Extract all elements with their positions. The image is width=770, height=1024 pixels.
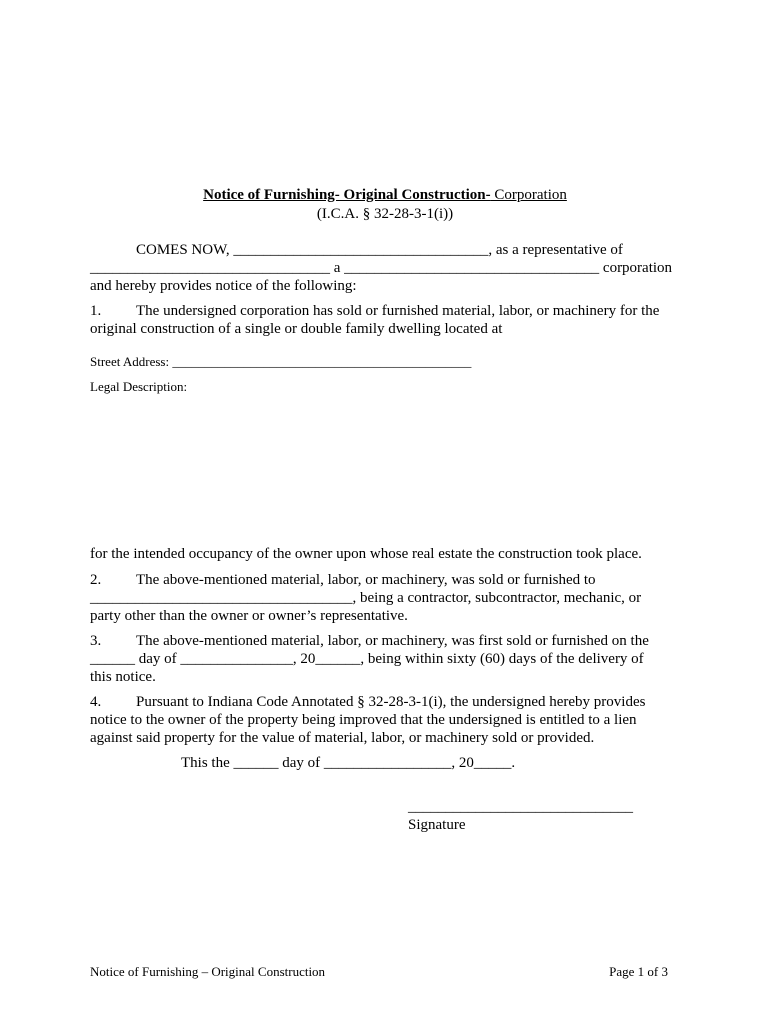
- item-2-line-1: [90, 571, 596, 589]
- item-3-line-1: [90, 632, 649, 650]
- legal-description-label: Legal Description:: [90, 379, 188, 394]
- item-4-number: 4.: [90, 694, 102, 710]
- intro-line-2: ________________________________ a __________________________________ corporation: [90, 260, 673, 276]
- footer-title: Notice of Furnishing – Original Construction: [90, 964, 326, 979]
- item-1-text: The undersigned corporation has sold or furnished material, labor, or machinery for the: [136, 303, 660, 319]
- item-2-text: The above-mentioned material, labor, or machinery, was sold or furnished to: [136, 572, 596, 588]
- item-4-text: Pursuant to Indiana Code Annotated § 32-28-3-1(i), the undersigned hereby provides: [136, 694, 646, 710]
- statute-citation: (I.C.A. § 32-28-3-1(i)): [316, 206, 454, 222]
- page-number: Page 1 of 3: [609, 964, 668, 979]
- item-4-line-1: [90, 693, 645, 711]
- title-bold: Notice of Furnishing- Original Construction-: [203, 187, 491, 203]
- item-4-line-3: against said property for the value of material, labor, or machinery sold or provided.: [90, 730, 595, 746]
- signature-label: Signature: [408, 817, 466, 833]
- item-3-number: 3.: [90, 633, 102, 649]
- item-1-line-2: original construction of a single or double family dwelling located at: [90, 321, 503, 337]
- item-3-line-2: ______ day of _______________, 20______, being within sixty (60) days of the delivery of: [90, 651, 644, 667]
- item-2-line-2: ___________________________________, being a contractor, subcontractor, mechanic, or: [90, 590, 642, 606]
- intro-line-1: COMES NOW, __________________________________, as a representative of: [136, 242, 623, 258]
- intro-line-3: and hereby provides notice of the following:: [90, 278, 357, 294]
- item-4-line-2: notice to the owner of the property being improved that the undersigned is entitled to a lien: [90, 712, 637, 728]
- item-1-after: for the intended occupancy of the owner upon whose real estate the construction took place.: [90, 546, 642, 562]
- document-title: [0, 186, 770, 204]
- date-line: This the ______ day of _________________, 20_____.: [181, 755, 516, 771]
- signature-line: ______________________________: [408, 799, 633, 815]
- title-rest: Corporation: [490, 187, 567, 203]
- item-1-line-1: [90, 302, 659, 320]
- item-3-text: The above-mentioned material, labor, or machinery, was first sold or furnished on the: [136, 633, 649, 649]
- item-3-line-3: this notice.: [90, 669, 156, 685]
- item-2-line-3: party other than the owner or owner’s representative.: [90, 608, 408, 624]
- item-1-number: 1.: [90, 303, 102, 319]
- street-address-field: Street Address: ______________________________________________: [90, 354, 472, 369]
- item-2-number: 2.: [90, 572, 102, 588]
